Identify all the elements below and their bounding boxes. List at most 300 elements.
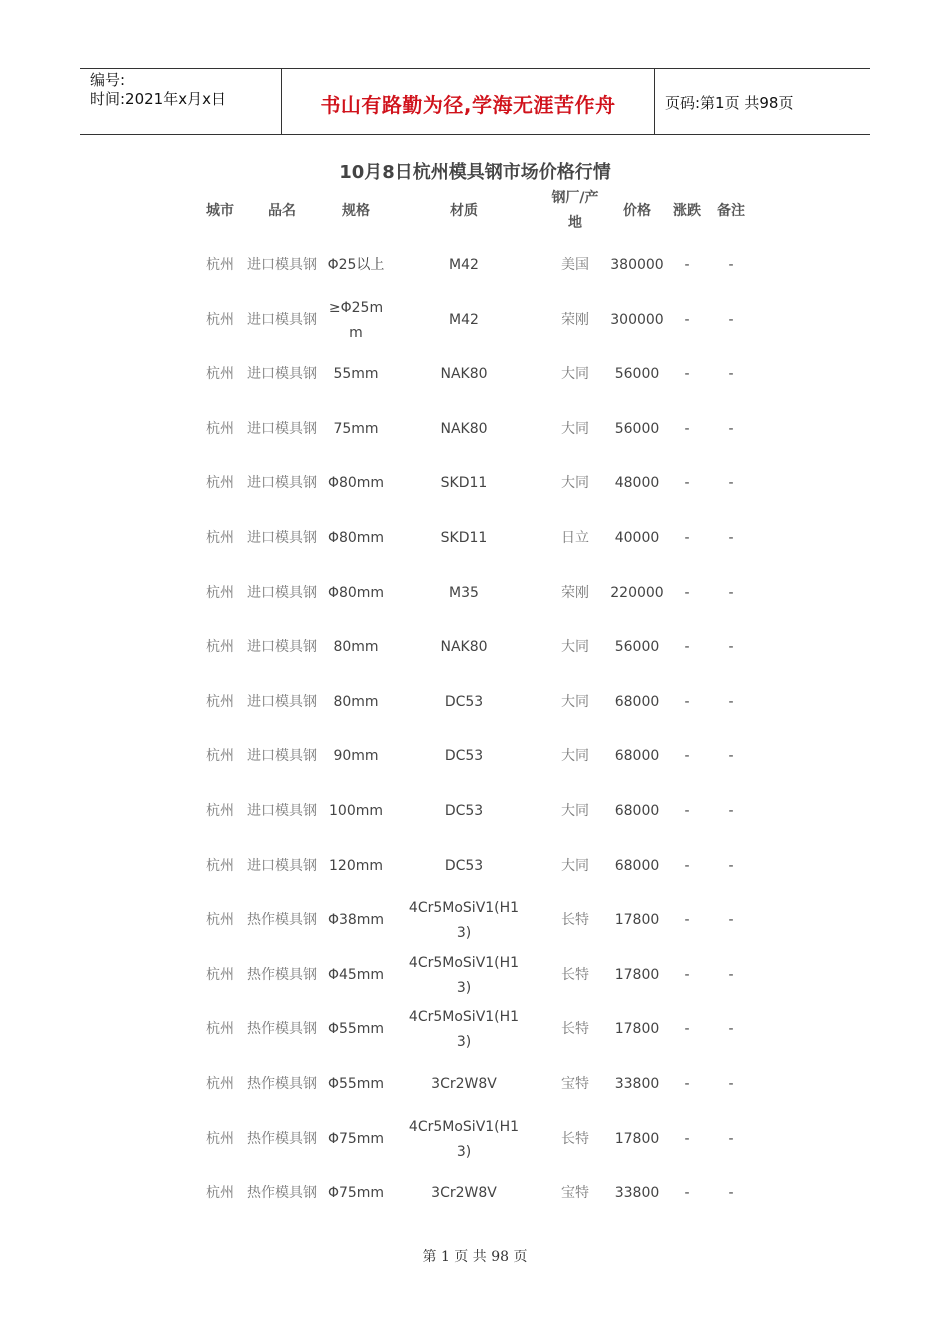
table-cell-remark-text: - — [728, 912, 734, 928]
table-cell-spec-text: 80mm — [333, 694, 379, 710]
table-cell-spec — [324, 784, 388, 839]
table-cell-product-text: 进口模具钢 — [247, 530, 317, 546]
table-cell-city — [196, 347, 244, 402]
table-cell-change-text: - — [684, 585, 690, 601]
table-cell-material — [408, 948, 520, 1003]
table-cell-mill-text: 大同 — [561, 694, 589, 710]
table-cell-change — [668, 1112, 706, 1167]
table-cell-change-text: - — [684, 257, 690, 273]
table-cell-city — [196, 238, 244, 293]
page-footer: 第 1 页 共 98 页 — [422, 1249, 528, 1265]
table-cell-city — [196, 402, 244, 457]
table-cell-spec-text: Φ80mm — [327, 530, 385, 546]
table-cell-remark — [712, 839, 750, 894]
table-cell-price-text: 56000 — [614, 366, 660, 382]
table-cell-remark — [712, 238, 750, 293]
table-cell-spec — [324, 238, 388, 293]
table-cell-city — [196, 893, 244, 948]
table-cell-spec-text: 80mm — [333, 639, 379, 655]
column-header-change — [668, 186, 706, 236]
document-time-label: 时间:2021年x月x日 — [90, 90, 226, 108]
table-cell-city-text: 杭州 — [206, 803, 234, 819]
table-cell-change-text: - — [684, 639, 690, 655]
column-header-material — [408, 186, 520, 236]
table-cell-change-text: - — [684, 803, 690, 819]
table-cell-price — [610, 893, 664, 948]
table-cell-price-text: 48000 — [614, 475, 660, 491]
table-cell-change-text: - — [684, 858, 690, 874]
table-cell-remark-text: - — [728, 421, 734, 437]
table-cell-city — [196, 620, 244, 675]
table-cell-mill-text: 大同 — [561, 748, 589, 764]
table-cell-spec — [324, 1166, 388, 1221]
column-header-mill-text: 钢厂/产地 — [551, 190, 599, 231]
table-cell-price — [610, 402, 664, 457]
table-cell-material — [408, 784, 520, 839]
table-cell-mill — [548, 1057, 602, 1112]
table-cell-material-text: NAK80 — [440, 639, 488, 655]
table-cell-remark-text: - — [728, 967, 734, 983]
table-cell-change — [668, 784, 706, 839]
table-cell-material-text: NAK80 — [440, 421, 488, 437]
table-cell-price-text: 33800 — [614, 1076, 660, 1092]
table-cell-remark — [712, 1002, 750, 1057]
table-cell-city — [196, 511, 244, 566]
table-cell-remark-text: - — [728, 1185, 734, 1201]
table-cell-change — [668, 839, 706, 894]
table-cell-price-text: 33800 — [614, 1185, 660, 1201]
table-cell-price-text: 220000 — [610, 585, 664, 601]
table-cell-remark-text: - — [728, 257, 734, 273]
table-cell-material — [408, 1002, 520, 1057]
table-cell-spec — [324, 1057, 388, 1112]
table-cell-spec-text: Φ38mm — [327, 912, 385, 928]
table-cell-material-text: M42 — [449, 257, 479, 273]
table-cell-product — [244, 1057, 320, 1112]
table-cell-change — [668, 566, 706, 621]
table-cell-city — [196, 293, 244, 348]
table-cell-mill-text: 大同 — [561, 803, 589, 819]
table-cell-remark-text: - — [728, 1131, 734, 1147]
table-cell-price — [610, 347, 664, 402]
table-cell-change — [668, 402, 706, 457]
table-cell-material-text: NAK80 — [440, 366, 488, 382]
table-cell-change-text: - — [684, 366, 690, 382]
table-cell-material — [408, 402, 520, 457]
table-cell-change — [668, 1002, 706, 1057]
table-cell-spec-text: Φ80mm — [327, 475, 385, 491]
table-cell-spec-text: 100mm — [329, 803, 383, 819]
table-cell-mill-text: 大同 — [561, 639, 589, 655]
table-cell-remark — [712, 784, 750, 839]
table-cell-mill-text: 长特 — [561, 912, 589, 928]
table-cell-product — [244, 347, 320, 402]
table-cell-product — [244, 948, 320, 1003]
table-cell-price — [610, 839, 664, 894]
table-cell-price — [610, 511, 664, 566]
table-cell-change-text: - — [684, 912, 690, 928]
table-cell-product — [244, 1112, 320, 1167]
table-cell-mill — [548, 456, 602, 511]
column-header-material-text: 材质 — [450, 202, 478, 219]
table-cell-price-text: 40000 — [614, 530, 660, 546]
table-cell-material-text: 4Cr5MoSiV1(H13) — [408, 899, 520, 941]
table-cell-city-text: 杭州 — [206, 585, 234, 601]
table-cell-spec — [324, 839, 388, 894]
table-cell-material — [408, 620, 520, 675]
table-cell-price-text: 17800 — [614, 1021, 660, 1037]
table-cell-city — [196, 1112, 244, 1167]
table-cell-remark — [712, 729, 750, 784]
table-cell-price-text: 68000 — [614, 748, 660, 764]
table-cell-remark-text: - — [728, 530, 734, 546]
table-cell-mill — [548, 293, 602, 348]
table-cell-city — [196, 1166, 244, 1221]
table-cell-material — [408, 238, 520, 293]
table-cell-product — [244, 456, 320, 511]
table-cell-spec — [324, 566, 388, 621]
table-cell-material-text: 3Cr2W8V — [431, 1185, 497, 1201]
table-cell-product — [244, 1002, 320, 1057]
table-cell-spec — [324, 729, 388, 784]
table-cell-spec — [324, 948, 388, 1003]
table-cell-spec — [324, 402, 388, 457]
table-cell-change-text: - — [684, 1185, 690, 1201]
table-cell-city-text: 杭州 — [206, 858, 234, 874]
table-cell-change — [668, 948, 706, 1003]
table-cell-city — [196, 566, 244, 621]
table-cell-price — [610, 1057, 664, 1112]
table-cell-material-text: SKD11 — [440, 530, 488, 546]
table-cell-remark — [712, 1112, 750, 1167]
table-cell-price — [610, 456, 664, 511]
column-header-spec-text: 规格 — [342, 202, 370, 219]
table-cell-material-text: M35 — [449, 585, 479, 601]
header-page-info: 页码:第1页 共98页 — [665, 94, 794, 112]
table-cell-product-text: 热作模具钢 — [247, 1076, 317, 1092]
table-cell-spec-text: 55mm — [333, 366, 379, 382]
table-cell-mill — [548, 511, 602, 566]
table-cell-change — [668, 1057, 706, 1112]
table-cell-product-text: 热作模具钢 — [247, 967, 317, 983]
table-cell-product-text: 进口模具钢 — [247, 748, 317, 764]
table-cell-change — [668, 1166, 706, 1221]
table-cell-spec-text: 90mm — [333, 748, 379, 764]
table-cell-material — [408, 1112, 520, 1167]
column-header-city-text: 城市 — [206, 202, 234, 219]
table-cell-remark — [712, 675, 750, 730]
table-cell-price — [610, 784, 664, 839]
table-cell-remark — [712, 293, 750, 348]
table-cell-mill-text: 大同 — [561, 366, 589, 382]
table-cell-change-text: - — [684, 694, 690, 710]
table-cell-product-text: 进口模具钢 — [247, 694, 317, 710]
table-cell-change — [668, 675, 706, 730]
table-cell-spec-text: 75mm — [333, 421, 379, 437]
table-cell-change — [668, 238, 706, 293]
table-cell-mill — [548, 893, 602, 948]
table-cell-product-text: 进口模具钢 — [247, 803, 317, 819]
table-cell-city-text: 杭州 — [206, 694, 234, 710]
table-cell-material — [408, 293, 520, 348]
table-cell-city-text: 杭州 — [206, 1021, 234, 1037]
column-header-mill — [548, 186, 602, 236]
table-cell-product-text: 热作模具钢 — [247, 912, 317, 928]
page-header — [80, 68, 870, 135]
header-motto: 书山有路勤为径,学海无涯苦作舟 — [320, 93, 616, 117]
table-cell-price — [610, 1002, 664, 1057]
table-cell-material — [408, 566, 520, 621]
table-cell-city-text: 杭州 — [206, 530, 234, 546]
table-cell-spec-text: ≥Φ25mm — [328, 299, 384, 341]
table-cell-city — [196, 784, 244, 839]
table-cell-mill-text: 大同 — [561, 475, 589, 491]
table-cell-mill — [548, 675, 602, 730]
page-title: 10月8日杭州模具钢市场价格行情 — [339, 162, 611, 183]
table-cell-mill — [548, 1002, 602, 1057]
table-cell-product-text: 进口模具钢 — [247, 366, 317, 382]
column-header-remark — [712, 186, 750, 236]
table-cell-product-text: 进口模具钢 — [247, 257, 317, 273]
table-cell-product — [244, 511, 320, 566]
table-cell-price-text: 56000 — [614, 421, 660, 437]
table-cell-change — [668, 620, 706, 675]
table-cell-change-text: - — [684, 1076, 690, 1092]
table-cell-spec-text: Φ45mm — [327, 967, 385, 983]
table-cell-remark-text: - — [728, 475, 734, 491]
table-cell-city-text: 杭州 — [206, 1131, 234, 1147]
table-cell-change-text: - — [684, 312, 690, 328]
table-cell-material-text: DC53 — [444, 748, 484, 764]
table-cell-spec-text: Φ55mm — [327, 1076, 385, 1092]
table-cell-spec-text: Φ55mm — [327, 1021, 385, 1037]
table-cell-city-text: 杭州 — [206, 967, 234, 983]
table-cell-price-text: 68000 — [614, 803, 660, 819]
table-cell-price-text: 68000 — [614, 858, 660, 874]
table-cell-material — [408, 511, 520, 566]
table-cell-remark-text: - — [728, 1021, 734, 1037]
table-cell-mill — [548, 839, 602, 894]
table-cell-city — [196, 1002, 244, 1057]
table-cell-mill-text: 宝特 — [561, 1076, 589, 1092]
table-cell-spec — [324, 1112, 388, 1167]
table-cell-mill — [548, 402, 602, 457]
table-cell-material-text: 3Cr2W8V — [431, 1076, 497, 1092]
table-cell-mill — [548, 1166, 602, 1221]
table-cell-price-text: 17800 — [614, 1131, 660, 1147]
table-cell-mill — [548, 948, 602, 1003]
column-header-spec — [324, 186, 388, 236]
table-cell-product — [244, 566, 320, 621]
table-cell-material-text: SKD11 — [440, 475, 488, 491]
table-cell-change — [668, 729, 706, 784]
table-cell-change-text: - — [684, 421, 690, 437]
header-motto-cell — [282, 69, 655, 134]
table-cell-change-text: - — [684, 967, 690, 983]
table-cell-remark — [712, 620, 750, 675]
table-cell-product — [244, 839, 320, 894]
table-cell-city-text: 杭州 — [206, 1185, 234, 1201]
table-cell-remark-text: - — [728, 366, 734, 382]
table-cell-city-text: 杭州 — [206, 257, 234, 273]
table-cell-spec — [324, 293, 388, 348]
table-cell-remark — [712, 402, 750, 457]
column-header-product-text: 品名 — [268, 202, 296, 219]
table-cell-remark — [712, 1166, 750, 1221]
table-cell-change — [668, 511, 706, 566]
table-cell-change — [668, 456, 706, 511]
table-cell-material-text: 4Cr5MoSiV1(H13) — [408, 954, 520, 996]
table-cell-remark-text: - — [728, 748, 734, 764]
table-cell-city — [196, 1057, 244, 1112]
table-cell-spec — [324, 893, 388, 948]
table-cell-remark — [712, 948, 750, 1003]
table-cell-price — [610, 620, 664, 675]
table-cell-price — [610, 1112, 664, 1167]
table-cell-price — [610, 1166, 664, 1221]
table-cell-city — [196, 456, 244, 511]
document-number-label: 编号: — [90, 71, 126, 89]
table-cell-price-text: 300000 — [610, 312, 664, 328]
table-cell-material — [408, 347, 520, 402]
table-cell-price-text: 68000 — [614, 694, 660, 710]
table-cell-material — [408, 729, 520, 784]
table-cell-spec-text: 120mm — [329, 858, 383, 874]
table-cell-city-text: 杭州 — [206, 1076, 234, 1092]
table-cell-material — [408, 1057, 520, 1112]
table-cell-remark — [712, 1057, 750, 1112]
table-cell-price — [610, 566, 664, 621]
table-cell-remark — [712, 893, 750, 948]
column-header-city — [196, 186, 244, 236]
table-cell-product — [244, 729, 320, 784]
table-cell-product-text: 热作模具钢 — [247, 1021, 317, 1037]
table-cell-spec — [324, 1002, 388, 1057]
table-cell-mill — [548, 1112, 602, 1167]
table-cell-mill-text: 荣刚 — [561, 585, 589, 601]
table-cell-product-text: 进口模具钢 — [247, 312, 317, 328]
table-cell-spec — [324, 511, 388, 566]
table-cell-change-text: - — [684, 1021, 690, 1037]
table-cell-remark-text: - — [728, 803, 734, 819]
table-cell-remark — [712, 347, 750, 402]
table-cell-city — [196, 729, 244, 784]
table-cell-spec-text: Φ25以上 — [327, 257, 385, 273]
table-cell-product — [244, 784, 320, 839]
table-cell-mill — [548, 347, 602, 402]
table-cell-material — [408, 893, 520, 948]
table-cell-material — [408, 1166, 520, 1221]
table-cell-price — [610, 729, 664, 784]
table-cell-product — [244, 293, 320, 348]
column-header-product — [244, 186, 320, 236]
table-cell-material — [408, 456, 520, 511]
table-cell-price — [610, 675, 664, 730]
table-cell-product — [244, 620, 320, 675]
table-cell-product — [244, 402, 320, 457]
table-cell-spec-text: Φ75mm — [327, 1185, 385, 1201]
table-cell-product-text: 热作模具钢 — [247, 1131, 317, 1147]
table-cell-spec-text: Φ75mm — [327, 1131, 385, 1147]
column-header-price — [610, 186, 664, 236]
table-cell-spec — [324, 675, 388, 730]
table-cell-product — [244, 893, 320, 948]
table-cell-city-text: 杭州 — [206, 748, 234, 764]
table-cell-change — [668, 293, 706, 348]
table-cell-mill — [548, 729, 602, 784]
table-cell-city-text: 杭州 — [206, 366, 234, 382]
table-cell-city — [196, 839, 244, 894]
table-cell-price — [610, 238, 664, 293]
table-cell-price-text: 380000 — [610, 257, 664, 273]
table-cell-product-text: 进口模具钢 — [247, 475, 317, 491]
table-cell-mill-text: 长特 — [561, 1131, 589, 1147]
table-cell-remark — [712, 511, 750, 566]
column-header-change-text: 涨跌 — [673, 202, 701, 219]
table-cell-city — [196, 675, 244, 730]
table-cell-city-text: 杭州 — [206, 421, 234, 437]
table-cell-material-text: DC53 — [444, 858, 484, 874]
table-cell-product — [244, 238, 320, 293]
table-cell-remark-text: - — [728, 1076, 734, 1092]
table-cell-product-text: 进口模具钢 — [247, 421, 317, 437]
table-cell-city — [196, 948, 244, 1003]
table-cell-mill — [548, 238, 602, 293]
table-cell-remark-text: - — [728, 858, 734, 874]
table-cell-mill-text: 日立 — [561, 530, 589, 546]
table-cell-city-text: 杭州 — [206, 912, 234, 928]
table-cell-remark-text: - — [728, 312, 734, 328]
table-cell-mill — [548, 784, 602, 839]
table-cell-remark-text: - — [728, 694, 734, 710]
table-cell-mill-text: 长特 — [561, 1021, 589, 1037]
table-cell-price-text: 17800 — [614, 912, 660, 928]
table-cell-material — [408, 839, 520, 894]
table-cell-remark-text: - — [728, 585, 734, 601]
table-cell-product — [244, 675, 320, 730]
table-cell-city-text: 杭州 — [206, 312, 234, 328]
column-header-remark-text: 备注 — [717, 202, 745, 219]
table-cell-price — [610, 948, 664, 1003]
table-cell-change — [668, 893, 706, 948]
table-cell-mill-text: 荣刚 — [561, 312, 589, 328]
table-cell-mill-text: 宝特 — [561, 1185, 589, 1201]
table-cell-material-text: 4Cr5MoSiV1(H13) — [408, 1118, 520, 1160]
table-cell-mill-text: 美国 — [561, 257, 589, 273]
table-cell-city-text: 杭州 — [206, 475, 234, 491]
table-cell-mill — [548, 566, 602, 621]
table-cell-product-text: 进口模具钢 — [247, 585, 317, 601]
table-cell-remark — [712, 456, 750, 511]
table-cell-mill-text: 长特 — [561, 967, 589, 983]
table-cell-price-text: 56000 — [614, 639, 660, 655]
table-cell-spec — [324, 620, 388, 675]
table-cell-material-text: DC53 — [444, 803, 484, 819]
column-header-price-text: 价格 — [623, 202, 651, 219]
table-cell-spec-text: Φ80mm — [327, 585, 385, 601]
table-cell-product-text: 进口模具钢 — [247, 858, 317, 874]
table-cell-product-text: 热作模具钢 — [247, 1185, 317, 1201]
table-cell-change — [668, 347, 706, 402]
table-cell-change-text: - — [684, 1131, 690, 1147]
table-cell-remark-text: - — [728, 639, 734, 655]
table-cell-price-text: 17800 — [614, 967, 660, 983]
table-cell-product-text: 进口模具钢 — [247, 639, 317, 655]
table-cell-price — [610, 293, 664, 348]
table-cell-product — [244, 1166, 320, 1221]
table-cell-material-text: M42 — [449, 312, 479, 328]
header-meta — [80, 69, 282, 134]
